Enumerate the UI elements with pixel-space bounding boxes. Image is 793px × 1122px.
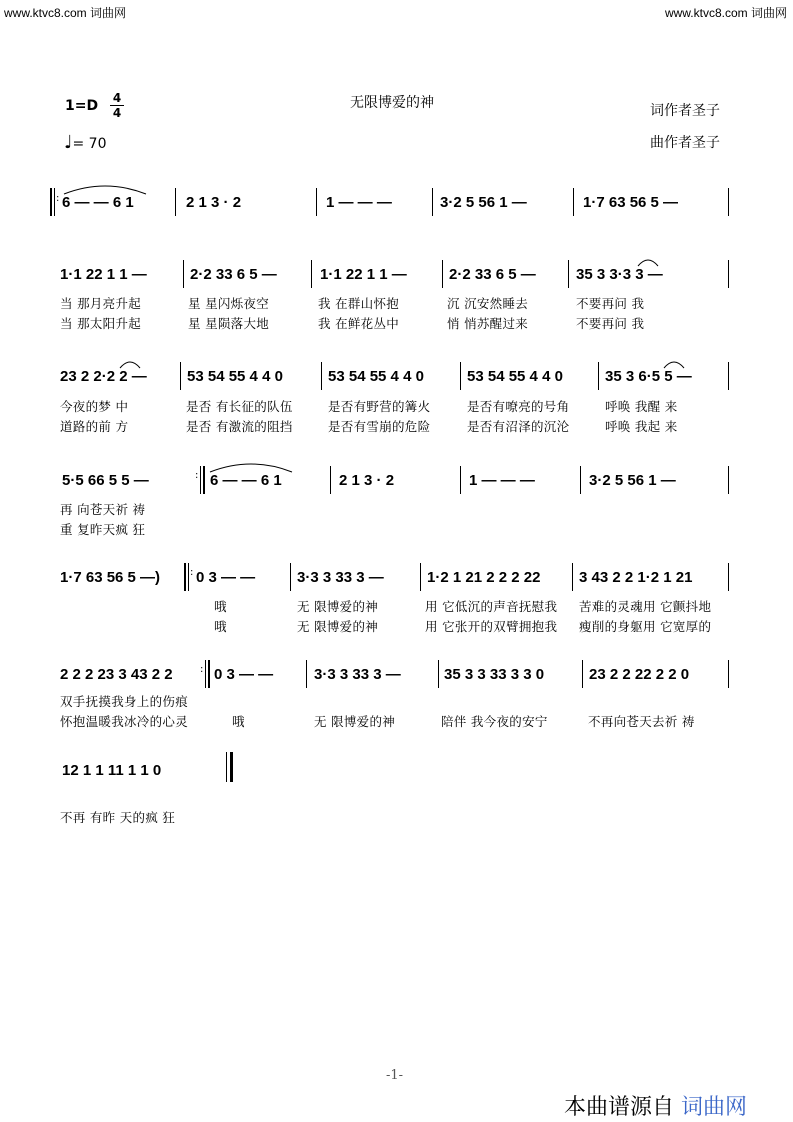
- lyric: 无 限博爱的神: [314, 714, 396, 729]
- lyric: 沉 沉安然睡去: [447, 296, 529, 311]
- lyric: 是否 有激流的阻挡: [186, 419, 293, 434]
- measure: 2 1 3 · 2: [186, 194, 242, 211]
- key-signature: 1=D: [65, 98, 99, 114]
- tempo: ♩= 70: [64, 132, 107, 153]
- lyric: 是否有野营的篝火: [328, 399, 431, 414]
- site-link-left[interactable]: www.ktvc8.com 词曲网: [4, 6, 127, 20]
- site-link-right[interactable]: www.ktvc8.com 词曲网: [664, 6, 787, 20]
- measure: 5·5 66 5 5 —: [62, 472, 149, 489]
- measure: 53 54 55 4 4 0: [328, 368, 424, 385]
- lyric: 用 它张开的双臂拥抱我: [425, 619, 558, 634]
- measure: 35 3 6·5 5 —: [605, 368, 692, 385]
- lyric: 我 在鲜花丛中: [318, 316, 400, 331]
- time-signature-bottom: 4: [112, 106, 122, 120]
- lyric: 重 复昨天疯 狂: [60, 522, 146, 537]
- measure: 6 — — 6 1: [210, 472, 282, 489]
- measure: 3·3 3 33 3 —: [297, 569, 384, 586]
- measure: 23 2 2 22 2 2 0: [589, 666, 690, 683]
- page-number: -1-: [386, 1068, 404, 1083]
- tie-icon: [208, 460, 294, 474]
- measure: 1·7 63 56 5 —: [583, 194, 679, 211]
- lyric: 哦: [214, 619, 227, 634]
- lyric: 不再 有昨 天的疯 狂: [60, 810, 176, 825]
- measure: 53 54 55 4 4 0: [187, 368, 283, 385]
- measure: 3 43 2 2 1·2 1 21: [579, 569, 693, 586]
- lyric: 不要再问 我: [576, 296, 645, 311]
- lyric: 不要再问 我: [576, 316, 645, 331]
- lyric: 不再向苍天去祈 祷: [588, 714, 695, 729]
- measure: 12 1 1 11 1 1 0: [62, 762, 162, 779]
- source-credit[interactable]: [564, 1090, 747, 1121]
- lyric: 无 限博爱的神: [297, 619, 379, 634]
- measure: 35 3 3·3 3 —: [576, 266, 663, 283]
- lyric: 当 那太阳升起: [60, 316, 142, 331]
- lyric: 呼唤 我醒 来: [605, 399, 678, 414]
- lyric: 是否有嘹亮的号角: [467, 399, 570, 414]
- tie-icon: [636, 256, 660, 268]
- lyric: 哦: [232, 714, 245, 729]
- measure: 1 — — —: [469, 472, 535, 489]
- tie-icon: [62, 182, 148, 196]
- measure: 3·2 5 56 1 —: [440, 194, 527, 211]
- tie-icon: [118, 358, 142, 370]
- lyric: 当 那月亮升起: [60, 296, 142, 311]
- measure: 2·2 33 6 5 —: [190, 266, 277, 283]
- lyric: 双手抚摸我身上的伤痕: [60, 694, 189, 709]
- lyric: 星 星陨落大地: [188, 316, 270, 331]
- lyric: 苦难的灵魂用 它颤抖地: [579, 599, 712, 614]
- lyric: 是否 有长征的队伍: [186, 399, 293, 414]
- time-signature-top: 4: [112, 91, 122, 105]
- lyric: 星 星闪烁夜空: [188, 296, 270, 311]
- measure: 2 2 2 23 3 43 2 2: [60, 666, 173, 683]
- measure: 2 1 3 · 2: [339, 472, 395, 489]
- lyric: 哦: [214, 599, 227, 614]
- quarter-note-icon: ♩: [64, 132, 73, 153]
- lyric: 陪伴 我今夜的安宁: [441, 714, 548, 729]
- lyric: 是否有沼泽的沉沦: [467, 419, 570, 434]
- lyric: 是否有雪崩的危险: [328, 419, 431, 434]
- lyric: 悄 悄苏醒过来: [447, 316, 529, 331]
- measure: 3·2 5 56 1 —: [589, 472, 676, 489]
- measure: 53 54 55 4 4 0: [467, 368, 563, 385]
- measure: 35 3 3 33 3 3 0: [444, 666, 545, 683]
- measure: 1·2 1 21 2 2 2 22: [427, 569, 541, 586]
- lyric: 用 它低沉的声音抚慰我: [425, 599, 558, 614]
- tie-icon: [662, 358, 686, 370]
- lyric: 今夜的梦 中: [60, 399, 129, 414]
- lyric: 无 限博爱的神: [297, 599, 379, 614]
- measure: 3·3 3 33 3 —: [314, 666, 401, 683]
- measure: 1·1 22 1 1 —: [320, 266, 407, 283]
- measure: 6 — — 6 1: [62, 194, 134, 211]
- measure: 0 3 — —: [214, 666, 274, 683]
- lyric: 瘦削的身躯用 它宽厚的: [579, 619, 712, 634]
- lyric: 呼唤 我起 来: [605, 419, 678, 434]
- measure: 1·7 63 56 5 —): [60, 569, 161, 586]
- measure: 0 3 — —: [196, 569, 256, 586]
- measure: 2·2 33 6 5 —: [449, 266, 536, 283]
- song-title: 无限博爱的神: [350, 95, 434, 111]
- lyric: 我 在群山怀抱: [318, 296, 400, 311]
- lyric: 怀抱温暖我冰冷的心灵: [60, 714, 189, 729]
- lyric: 道路的前 方: [60, 419, 129, 434]
- measure: 1 — — —: [326, 194, 392, 211]
- source-label: 本曲谱源自: [564, 1095, 675, 1120]
- time-signature: [110, 92, 124, 119]
- lyricist: 词作者圣子: [650, 103, 720, 119]
- measure: 1·1 22 1 1 —: [60, 266, 147, 283]
- source-brand[interactable]: 词曲网: [681, 1095, 748, 1120]
- measure: 23 2 2·2 2 —: [60, 368, 147, 385]
- composer: 曲作者圣子: [650, 135, 720, 151]
- lyric: 再 向苍天祈 祷: [60, 502, 146, 517]
